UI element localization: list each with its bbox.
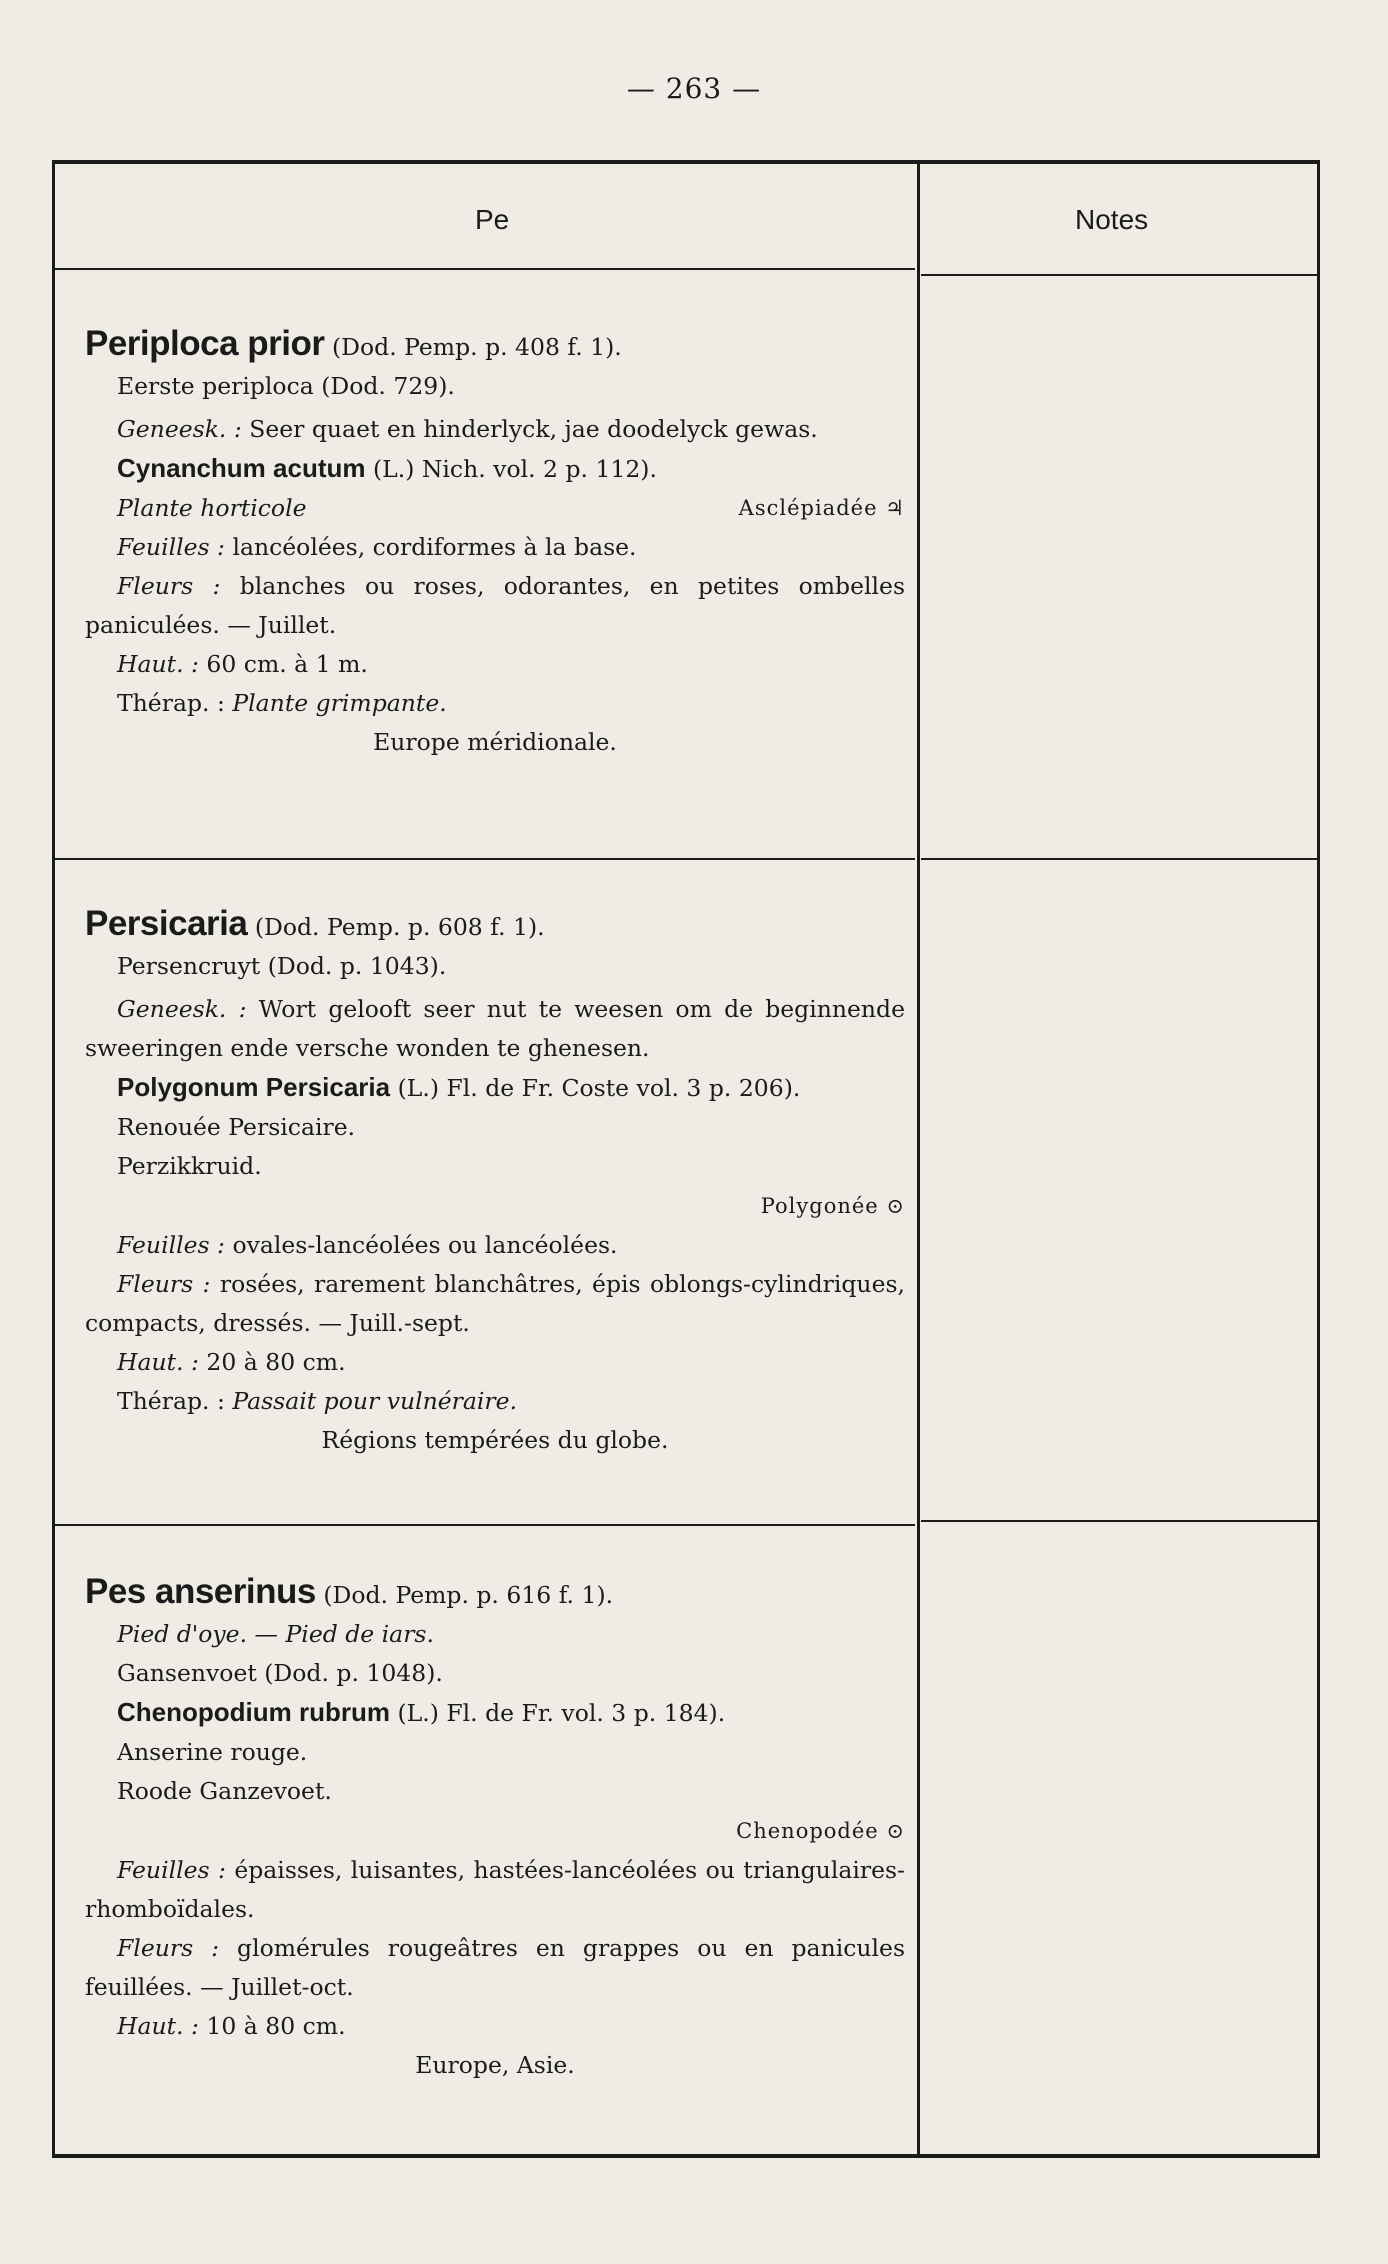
vernacular-dutch: Eerste periploca (Dod. 729). <box>117 372 455 400</box>
synonym-name: Cynanchum acutum <box>117 453 366 483</box>
feuilles-label: Feuilles : <box>117 1231 225 1259</box>
feuilles-text: épaisses, luisantes, hastées-lancéolées ou triangulaires-rhomboïdales. <box>85 1856 905 1923</box>
region: Régions tempérées du globe. <box>321 1426 669 1454</box>
entry-name: Pes anserinus <box>85 1572 316 1611</box>
header-rule <box>55 268 915 270</box>
feuilles-text: lancéolées, cordiformes à la base. <box>224 533 637 561</box>
entry-separator <box>55 1524 915 1526</box>
fleurs-label: Fleurs : <box>117 572 221 600</box>
synonym-reference: (L.) Nich. vol. 2 p. 112). <box>365 455 657 483</box>
entry-separator-notes <box>921 858 1317 860</box>
vernacular-fr: Anserine rouge. <box>117 1738 308 1766</box>
plant-family: Polygonée ⊙ <box>760 1194 905 1218</box>
therap-label: Thérap. : <box>117 1387 225 1415</box>
herbal-table <box>52 160 1320 2158</box>
entry-name: Persicaria <box>85 904 248 943</box>
therap-text: Passait pour vulnéraire. <box>224 1387 518 1415</box>
entry-periploca <box>85 324 905 762</box>
entry-separator <box>55 858 915 860</box>
haut-label: Haut. : <box>117 2012 199 2040</box>
fleurs-text: blanches ou roses, odorantes, en petites ombelles paniculées. — Juillet. <box>85 572 906 639</box>
therap-label: Thérap. : <box>117 689 225 717</box>
haut-label: Haut. : <box>117 1348 199 1376</box>
vernacular-dutch: Persencruyt (Dod. p. 1043). <box>117 952 447 980</box>
entry-separator-notes <box>921 1520 1317 1522</box>
synonym-reference: (L.) Fl. de Fr. Coste vol. 3 p. 206). <box>390 1074 801 1102</box>
column-header-pe: Pe <box>475 204 510 235</box>
column-divider <box>917 164 920 2154</box>
column-header-notes: Notes <box>1075 204 1149 235</box>
vernacular-nl: Perzikkruid. <box>117 1152 262 1180</box>
entry-name: Periploca prior <box>85 324 325 363</box>
feuilles-label: Feuilles : <box>117 1856 226 1884</box>
region: Europe méridionale. <box>373 728 617 756</box>
geneesk-label: Geneesk. : <box>117 995 247 1023</box>
geneesk-text: Wort gelooft seer nut te weesen om de beginnende sweeringen ende versche wonden te ghenesen. <box>85 995 905 1062</box>
entry-persicaria <box>85 904 905 1460</box>
fleurs-label: Fleurs : <box>117 1270 211 1298</box>
feuilles-text: ovales-lancéolées ou lancéolées. <box>224 1231 618 1259</box>
common-name-fr: Plante horticole <box>117 494 307 522</box>
haut-text: 10 à 80 cm. <box>198 2012 346 2040</box>
region: Europe, Asie. <box>415 2051 575 2079</box>
plant-family: Asclépiadée ♃ <box>738 496 905 520</box>
vernacular-dutch: Gansenvoet (Dod. p. 1048). <box>117 1659 443 1687</box>
feuilles-label: Feuilles : <box>117 533 225 561</box>
page-number: — 263 — <box>626 72 762 105</box>
haut-text: 60 cm. à 1 m. <box>198 650 368 678</box>
vernacular-nl: Roode Ganzevoet. <box>117 1777 332 1805</box>
entry-pes-anserinus <box>85 1572 905 2085</box>
geneesk-text: Seer quaet en hinderlyck, jae doodelyck gewas. <box>241 415 818 443</box>
common-name-fr: Pied d'oye. — Pied de iars. <box>117 1620 434 1648</box>
plant-family: Chenopodée ⊙ <box>736 1819 905 1843</box>
synonym-name: Chenopodium rubrum <box>117 1697 390 1727</box>
synonym-name: Polygonum Persicaria <box>117 1072 391 1102</box>
fleurs-text: glomérules rougeâtres en grappes ou en panicules feuillées. — Juillet-oct. <box>85 1934 905 2001</box>
haut-text: 20 à 80 cm. <box>198 1348 346 1376</box>
therap-text: Plante grimpante. <box>224 689 447 717</box>
entry-reference: (Dod. Pemp. p. 408 f. 1). <box>324 333 622 361</box>
haut-label: Haut. : <box>117 650 199 678</box>
entry-reference: (Dod. Pemp. p. 616 f. 1). <box>315 1581 614 1609</box>
vernacular-fr: Renouée Persicaire. <box>117 1113 356 1141</box>
header-rule-notes <box>921 274 1317 276</box>
geneesk-label: Geneesk. : <box>117 415 242 443</box>
synonym-reference: (L.) Fl. de Fr. vol. 3 p. 184). <box>389 1699 726 1727</box>
fleurs-text: rosées, rarement blanchâtres, épis oblongs-cylindriques, compacts, dressés. — Juill.-sept. <box>85 1270 906 1337</box>
fleurs-label: Fleurs : <box>117 1934 220 1962</box>
entry-reference: (Dod. Pemp. p. 608 f. 1). <box>247 913 545 941</box>
